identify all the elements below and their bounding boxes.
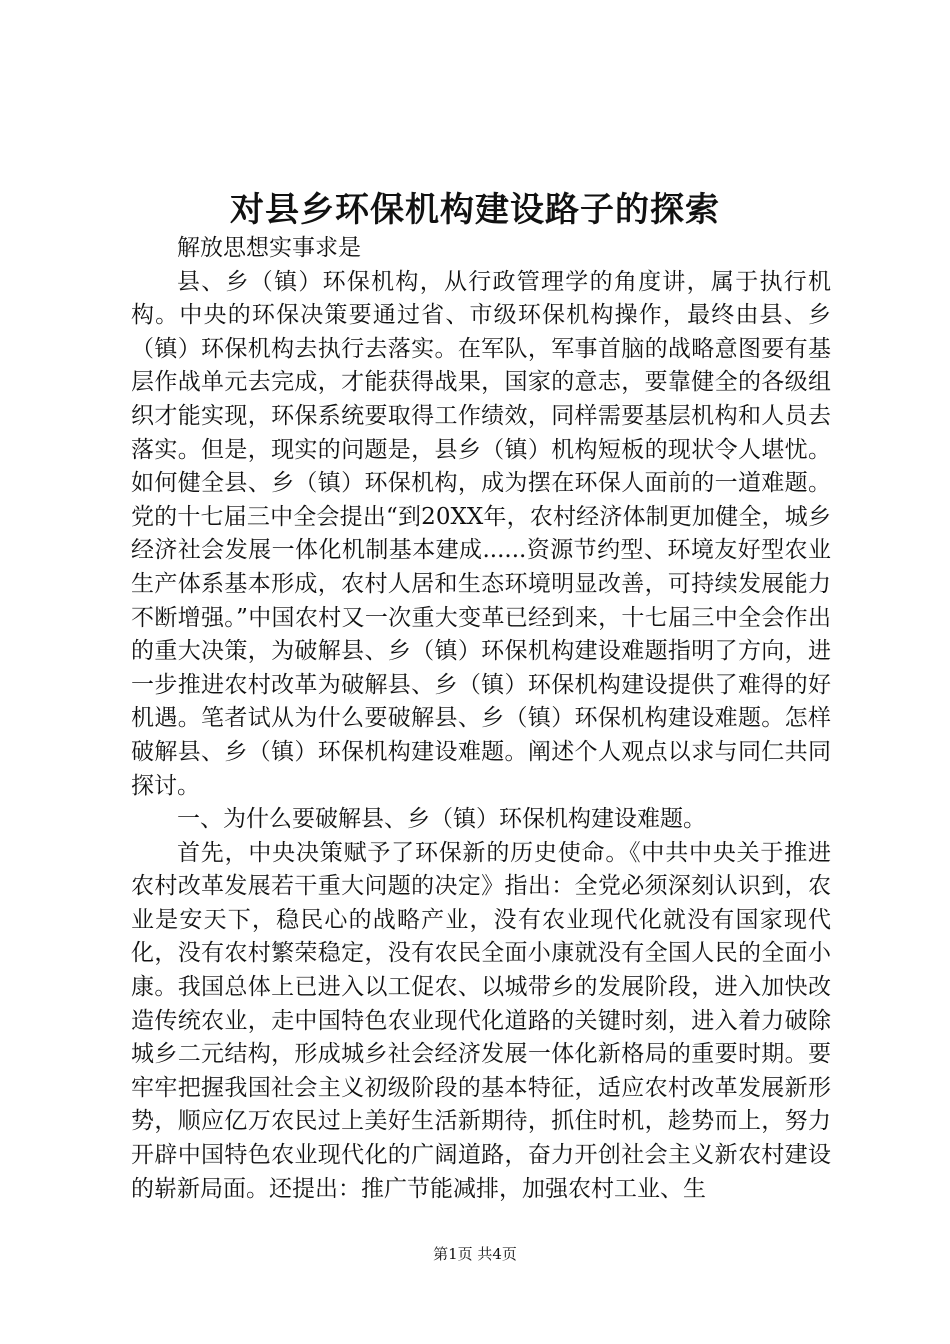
page-footer: 第1页 共4页 — [433, 1245, 517, 1263]
paragraph-intro: 县、乡（镇）环保机构，从行政管理学的角度讲，属于执行机构。中央的环保决策要通过省、市级环保机构操作，最终由县、乡（镇）环保机构去执行去落实。在军队，军事首脑的战略意图要有基层作战单元去完成，才能获得战果，国家的意志，要靠健全的各级组织才能实现，环保系统要取得工作绩效，同样需要基层机构和人员去落实。但是，现实的问题是，县乡（镇）机构短板的现状令人堪忧。如何健全县、乡（镇）环保机构，成为摆在环保人面前的一道难题。党的十七届三中全会提出“到20XX年，农村经济体制更加健全，城乡经济社会发展一体化机制基本建成......资源节约型、环境友好型农业生产体系基本形成，农村人居和生态环境明显改善，可持续发展能力不断增强。”中国农村又一次重大变革已经到来，十七届三中全会作出的重大决策，为破解县、乡（镇）环保机构建设难题指明了方向，进一步推进农村改革为破解县、乡（镇）环保机构建设提供了难得的好机遇。笔者试从为什么要破解县、乡（镇）环保机构建设难题。怎样破解县、乡（镇）环保机构建设难题。阐述个人观点以求与同仁共同探讨。 — [131, 268, 831, 799]
paragraph-section-heading: 一、为什么要破解县、乡（镇）环保机构建设难题。 — [177, 806, 706, 833]
document-body — [131, 232, 831, 1206]
paragraph-subtitle: 解放思想实事求是 — [177, 235, 361, 261]
document-title: 对县乡环保机构建设路子的探索 — [230, 190, 720, 230]
paragraph-first-reason: 首先，中央决策赋予了环保新的历史使命。《中共中央关于推进农村改革发展若干重大问题的决定》指出：全党必须深刻认识到，农业是安天下，稳民心的战略产业，没有农业现代化就没有国家现代化，没有农村繁荣稳定，没有农民全面小康就没有全国人民的全面小康。我国总体上已进入以工促农、以城带乡的发展阶段，进入加快改造传统农业，走中国特色农业现代化道路的关键时刻，进入着力破除城乡二元结构，形成城乡社会经济发展一体化新格局的重要时期。要牢牢把握我国社会主义初级阶段的基本特征，适应农村改革发展新形势，顺应亿万农民过上美好生活新期待，抓住时机，趁势而上，努力开辟中国特色农业现代化的广阔道路，奋力开创社会主义新农村建设的崭新局面。还提出：推广节能减排，加强农村工业、生 — [131, 839, 831, 1202]
